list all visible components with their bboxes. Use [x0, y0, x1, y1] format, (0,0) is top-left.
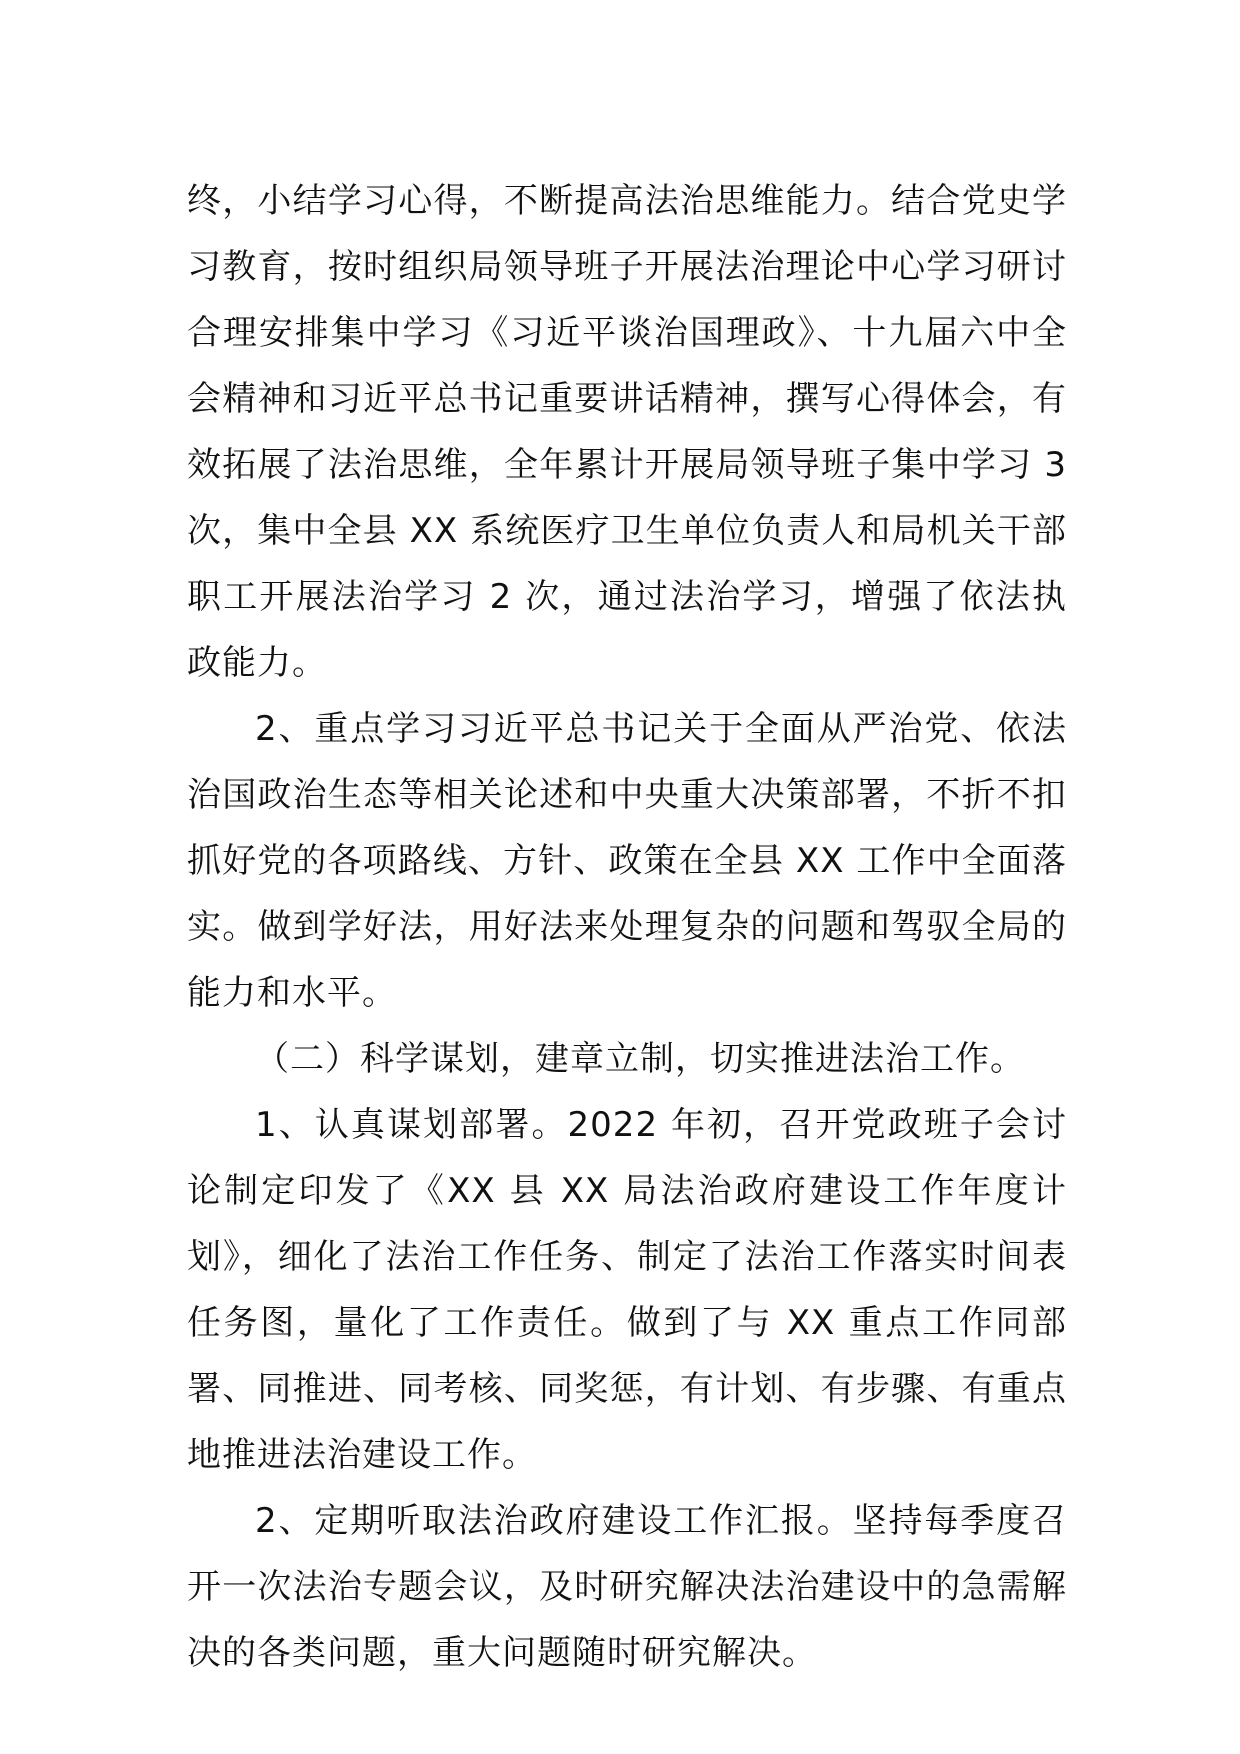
- paragraph-work-reports: 2、定期听取法治政府建设工作汇报。坚持每季度召开一次法治专题会议，及时研究解决法治建设中的急需解决的各类问题，重大问题随时研究解决。: [187, 1501, 1067, 1673]
- paragraph-planning-deployment: 1、认真谋划部署。2022 年初，召开党政班子会讨论制定印发了《XX 县 XX 局法治政府建设工作年度计划》，细化了法治工作任务、制定了法治工作落实时间表任务图，量化了工作责任。做到了与 XX 重点工作同部署、同推进、同考核、同奖惩，有计划、有步骤、有重点地推进法治建设工作。: [187, 1105, 1067, 1475]
- paragraph-continued-study: 终，小结学习心得，不断提高法治思维能力。结合党史学习教育，按时组织局领导班子开展法治理论中心学习研讨合理安排集中学习《习近平谈治国理政》、十九届六中全会精神和习近平总书记重要讲话精神，撰写心得体会，有效拓展了法治思维，全年累计开展局领导班子集中学习 3 次，集中全县 XX 系统医疗卫生单位负责人和局机关干部职工开展法治学习 2 次，通过法治学习，增强了依法执政能力。: [187, 181, 1067, 683]
- section-heading-planning: （二）科学谋划，建章立制，切实推进法治工作。: [255, 1039, 1025, 1079]
- document-body: [187, 168, 1067, 1686]
- paragraph-key-study: 2、重点学习习近平总书记关于全面从严治党、依法治国政治生态等相关论述和中央重大决策部署，不折不扣抓好党的各项路线、方针、政策在全县 XX 工作中全面落实。做到学好法，用好法来处理复杂的问题和驾驭全局的能力和水平。: [187, 709, 1067, 1013]
